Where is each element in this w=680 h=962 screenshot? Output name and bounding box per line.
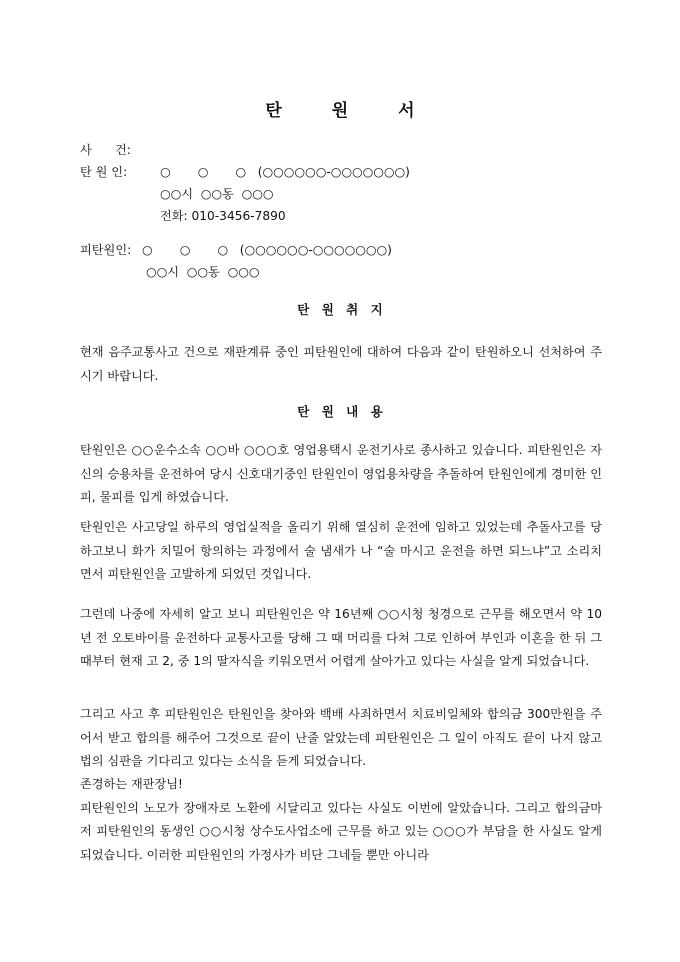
respondent-address: ○○시 ○○동 ○○○ bbox=[146, 265, 260, 279]
heading-char: 원 bbox=[321, 302, 334, 317]
heading-char: 내 bbox=[346, 404, 359, 419]
heading-char: 취 bbox=[346, 302, 359, 317]
title-char: 서 bbox=[398, 101, 415, 121]
petitioner-address: ○○시 ○○동 ○○○ bbox=[160, 187, 274, 201]
petitioner-phone: 전화: 010-3456-7890 bbox=[160, 209, 286, 223]
content-paragraph-1: 탄원인은 ○○운수소속 ○○바 ○○○호 영업용택시 운전기사로 종사하고 있습니다. 피탄원인은 자신의 승용차를 운전하여 당시 신호대기중인 탄원인이 영업용차량을 추돌하여 탄원인에게 경미한 인피, 물피를 입게 하였습니다. bbox=[80, 443, 602, 504]
content-paragraph-3: 그런데 나중에 자세히 알고 보니 피탄원인은 약 16년째 ○○시청 청경으로 근무를 해오면서 약 10년 전 오토바이를 운전하다 교통사고를 당해 그 때 머리를 다쳐 그로 인하여 부인과 이혼을 한 뒤 그때부터 현재 고 2, 중 1의 딸자식을 키워오면서 어렵게 살아가고 있다는 사실을 알게 되었습니다. bbox=[80, 607, 602, 668]
respondent-name-id: ○ ○ ○ (○○○○○○-○○○○○○○) bbox=[142, 243, 392, 257]
content-heading bbox=[0, 404, 680, 420]
respondent-label: 피탄원인: bbox=[80, 243, 132, 257]
petitioner-label: 탄 원 인: bbox=[80, 165, 128, 179]
title-char: 원 bbox=[331, 101, 349, 121]
petitioner-name-id: ○ ○ ○ (○○○○○○-○○○○○○○) bbox=[160, 165, 410, 179]
heading-char: 용 bbox=[370, 404, 383, 419]
heading-char: 지 bbox=[370, 302, 383, 317]
purpose-heading bbox=[0, 302, 680, 318]
content-paragraph-4: 그리고 사고 후 피탄원인은 탄원인을 찾아와 백배 사죄하면서 치료비일체와 합의금 300만원을 주어서 받고 합의를 해주어 그것으로 끝이 난줄 알았는데 피탄원인은 그 일이 아직도 끝이 나지 않고 법의 심판을 기다리고 있다는 소식을 듣게 되었습니다. bbox=[80, 707, 602, 768]
heading-char: 원 bbox=[321, 404, 334, 419]
document-title bbox=[0, 96, 680, 121]
heading-char: 탄 bbox=[297, 404, 310, 419]
title-char: 탄 bbox=[265, 101, 282, 121]
case-line: 사 건: bbox=[80, 143, 131, 157]
purpose-text: 현재 음주교통사고 건으로 재판계류 중인 피탄원인에 대하여 다음과 같이 탄원하오니 선처하여 주시기 바랍니다. bbox=[80, 345, 602, 383]
heading-char: 탄 bbox=[297, 302, 310, 317]
content-paragraph-5: 존경하는 재판장님! 피탄원인의 노모가 장애자로 노환에 시달리고 있다는 사실도 이번에 알았습니다. 그리고 합의금마저 피탄원인의 동생인 ○○시청 상수도사업소에 근무를 하고 있는 ○○○가 부담을 한 사실도 알게 되었습니다. 이러한 피탄원인의 가정사가 비단 그네들 뿐만 아니라 bbox=[80, 777, 602, 862]
content-paragraph-2: 탄원인은 사고당일 하루의 영업실적을 올리기 위해 열심히 운전에 임하고 있었는데 추돌사고를 당하고보니 화가 치밀어 항의하는 과정에서 술 냄새가 나 “술 마시고 운전을 하면 되느냐”고 소리치면서 피탄원인을 고발하게 되었던 것입니다. bbox=[80, 520, 602, 581]
